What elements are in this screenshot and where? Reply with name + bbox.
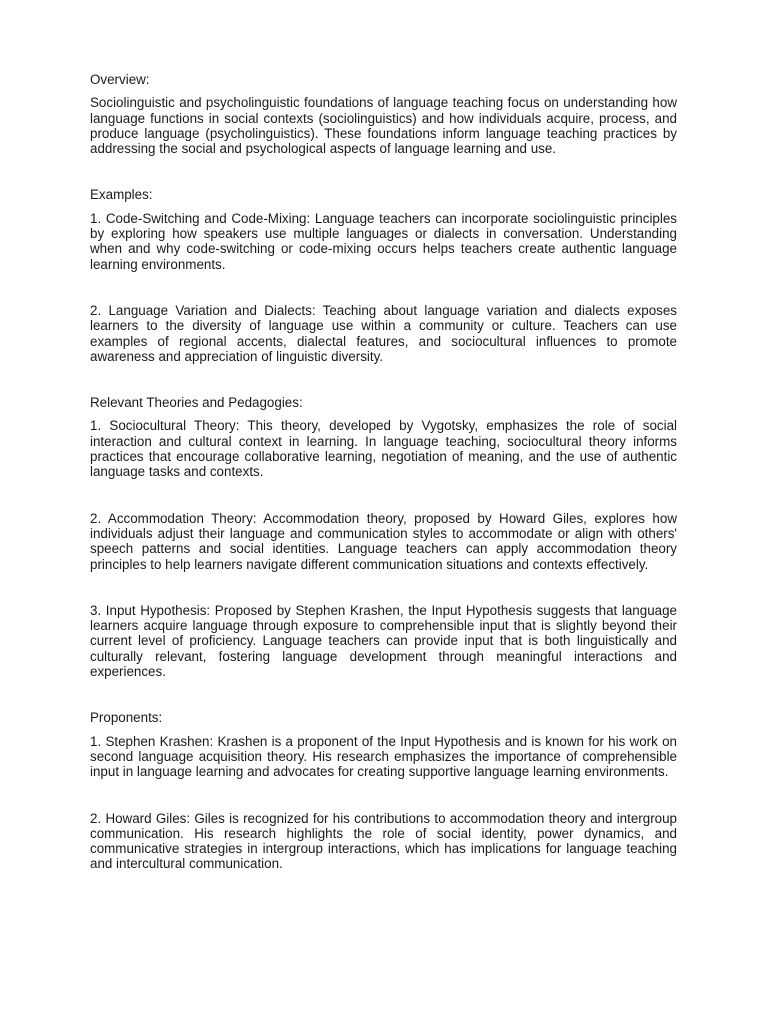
document-page [90,72,677,872]
proponents-heading: Proponents: [90,710,163,726]
spacer [90,272,677,303]
example-item-2: 2. Language Variation and Dialects: Teaching about language variation and dialects exposes learners to the diversity of language use within a community or culture. Teachers can use examples of regional accents, dialectal features, and sociocultural influences to promote awareness and appreciation of linguistic diversity. [90,302,677,364]
theory-item-1: 1. Sociocultural Theory: This theory, developed by Vygotsky, emphasizes the role of social interaction and cultural context in learning. In language teaching, sociocultural theory informs practices that encourage collaborative learning, negotiation of meaning, and the use of authentic language tasks and contexts. [90,418,677,480]
spacer [90,780,677,811]
proponent-item-1: 1. Stephen Krashen: Krashen is a proponent of the Input Hypothesis and is known for his work on second language acquisition theory. His research emphasizes the importance of comprehensible input in language learning and advocates for creating supportive language learning environments. [90,733,677,780]
proponent-item-2: 2. Howard Giles: Giles is recognized for his contributions to accommodation theory and intergroup communication. His research highlights the role of social identity, power dynamics, and communicative strategies in intergroup interactions, which has implications for language teaching and intercultural communication. [90,810,677,872]
spacer [90,572,677,603]
overview-paragraph: Sociolinguistic and psycholinguistic foundations of language teaching focus on understanding how language functions in social contexts (sociolinguistics) and how individuals acquire, process, and produce language (psycholinguistics). These foundations inform language teaching practices by addressing the social and psychological aspects of language learning and use. [90,95,677,157]
theories-heading: Relevant Theories and Pedagogies: [90,395,303,411]
spacer [90,156,677,187]
spacer [90,679,677,710]
spacer [90,364,677,395]
theory-item-2: 2. Accommodation Theory: Accommodation theory, proposed by Howard Giles, explores how individuals adjust their language and communication styles to accommodate or align with others' speech patterns and social identities. Language teachers can apply accommodation theory principles to help learners navigate different communication situations and contexts effectively. [90,510,677,572]
example-item-1: 1. Code-Switching and Code-Mixing: Language teachers can incorporate sociolinguistic principles by exploring how speakers use multiple languages or dialects in conversation. Understanding when and why code-switching or code-mixing occurs helps teachers create authentic language learning environments. [90,210,677,272]
spacer [90,480,677,511]
theory-item-3: 3. Input Hypothesis: Proposed by Stephen Krashen, the Input Hypothesis suggests that language learners acquire language through exposure to comprehensible input that is slightly beyond their current level of proficiency. Language teachers can provide input that is both linguistically and culturally relevant, fostering language development through meaningful interactions and experiences. [90,602,677,680]
overview-heading: Overview: [90,72,150,87]
examples-heading: Examples: [90,187,153,203]
